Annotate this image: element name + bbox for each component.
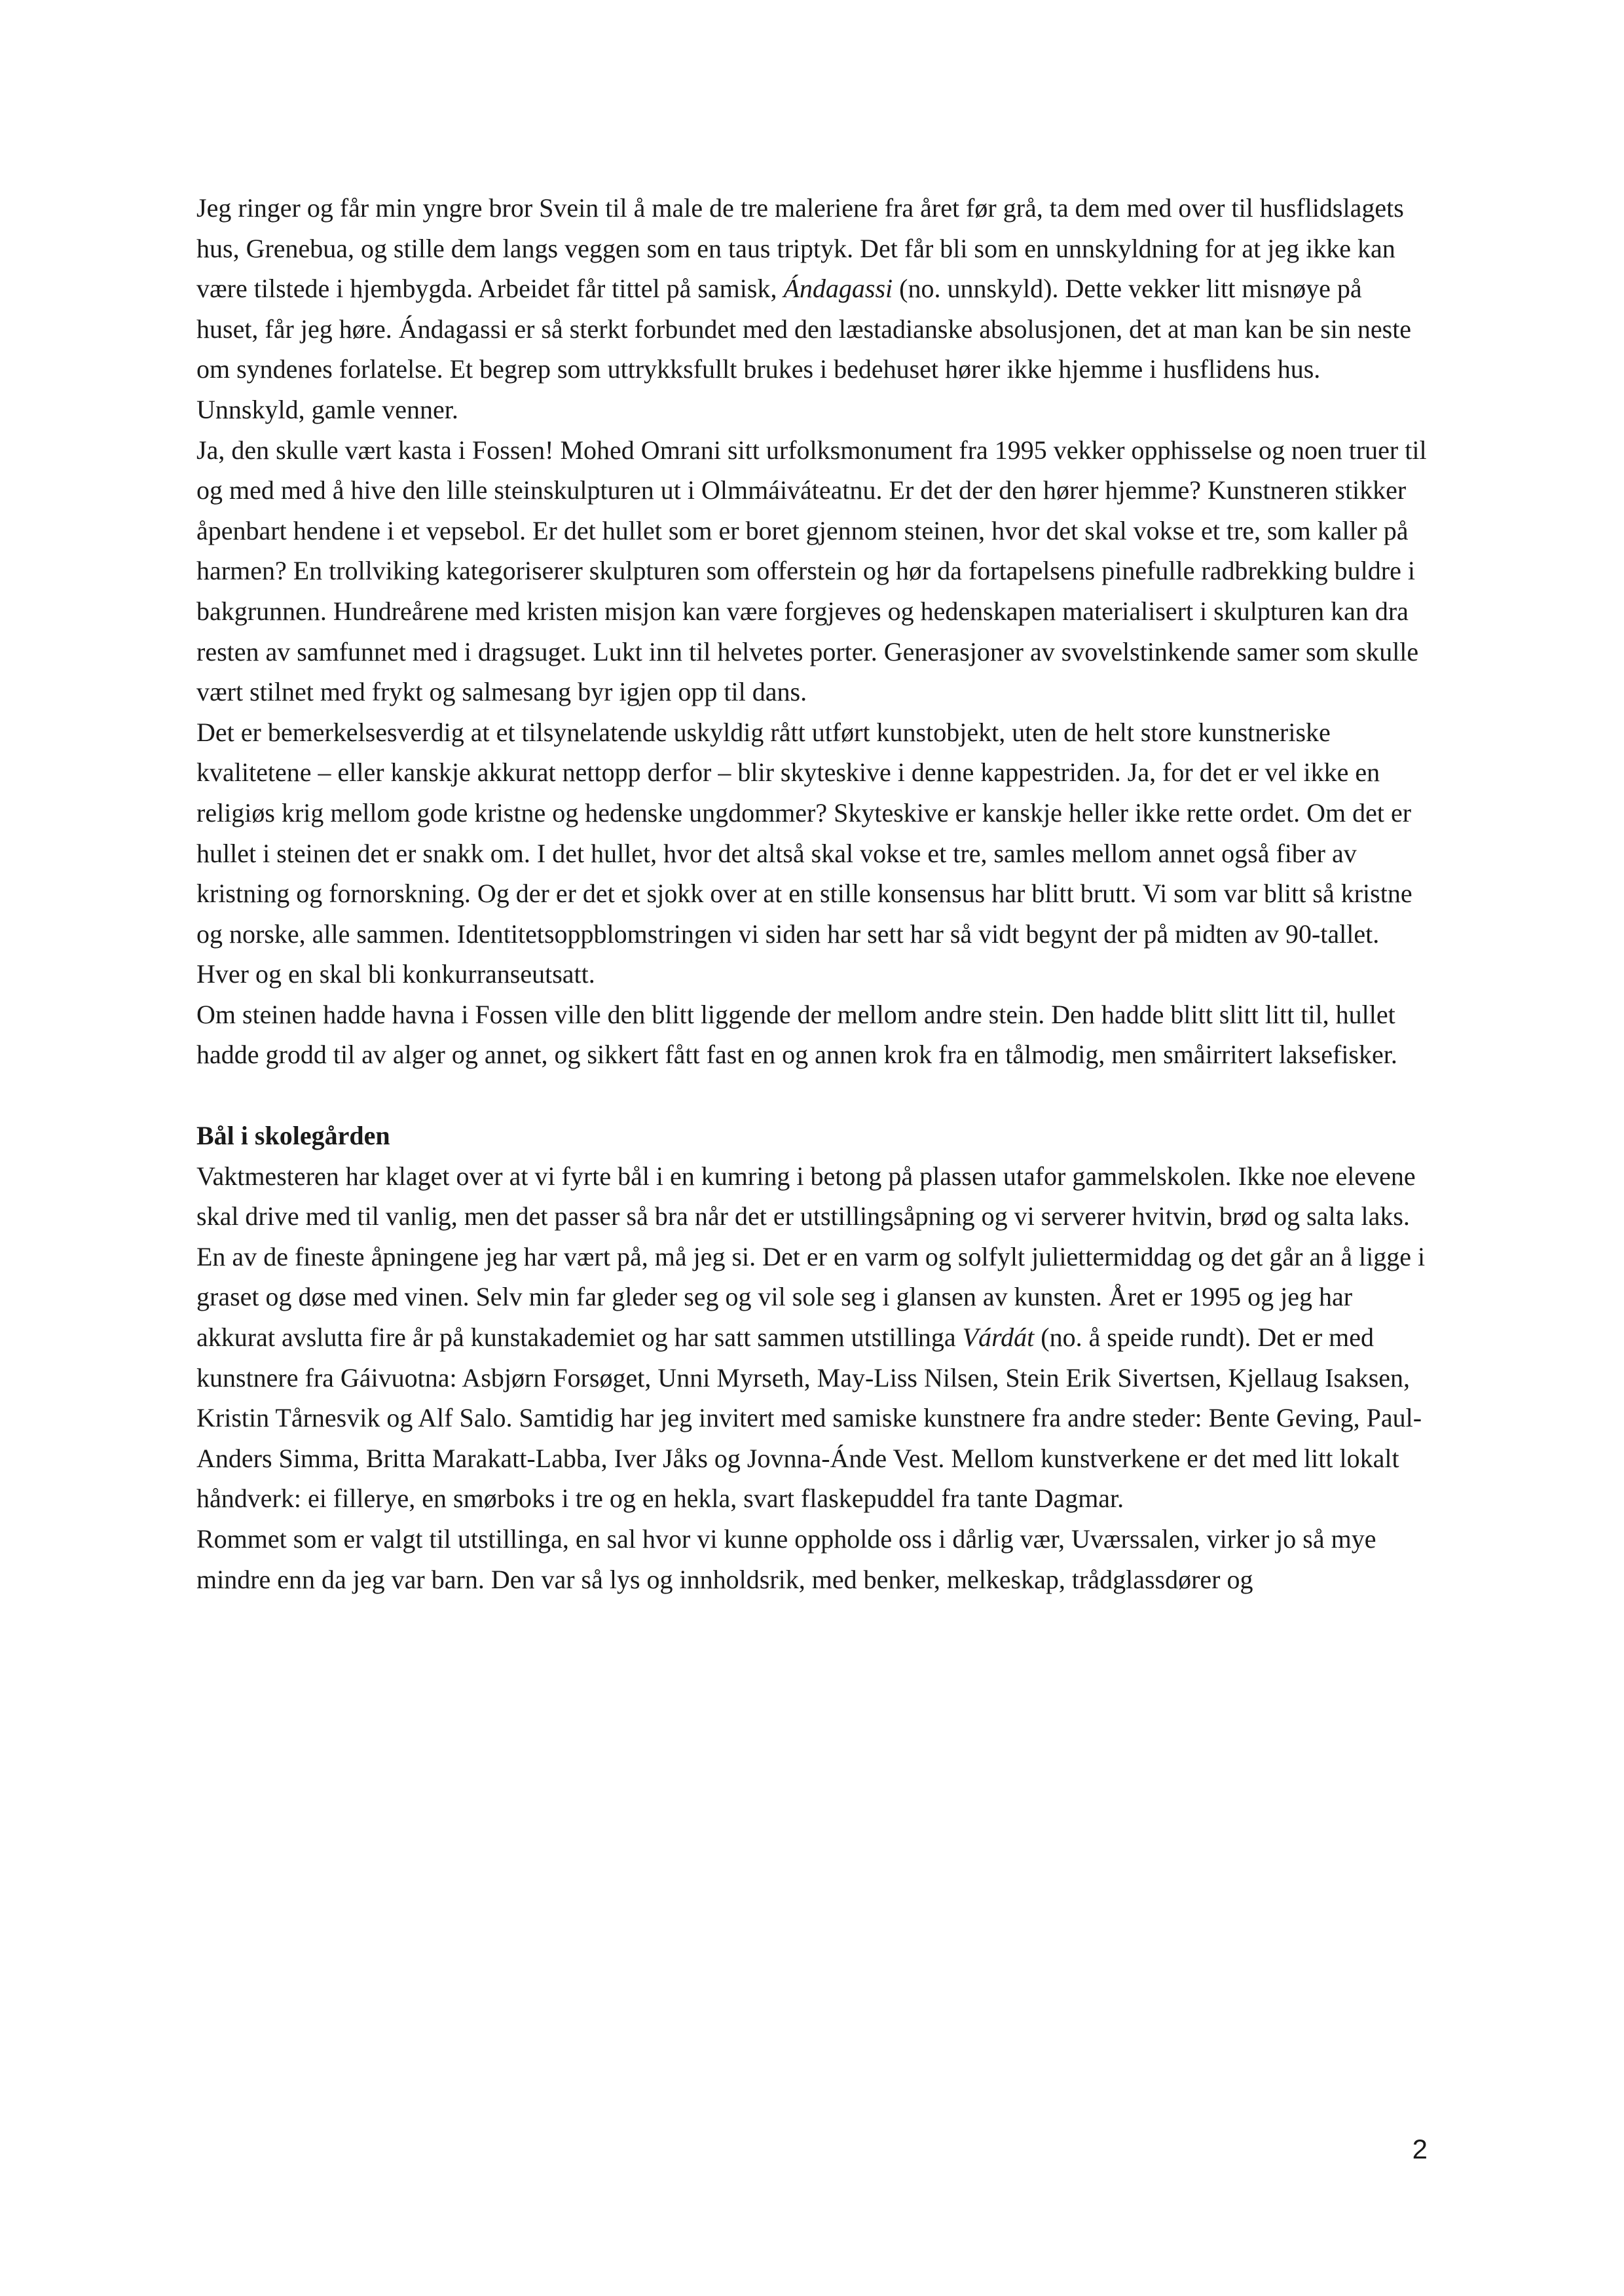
paragraph-1-text: Jeg ringer og får min yngre bror Svein til å male de tre maleriene fra året før grå, ta dem med over til husflidslagets hus, Grenebua, og stille dem langs veggen som en taus triptyk. Det får bli som en unnskyldning for at jeg ikke kan være tilstede i hjembygda. Arbeidet får tittel på samisk, — [196, 193, 1404, 304]
paragraph-5 — [196, 1156, 1428, 1519]
page-content — [196, 188, 1428, 1599]
italic-title-vardat: Várdát — [962, 1322, 1035, 1353]
paragraph-5-text-continued: (no. å speide rundt). Det er med kunstnere fra Gáivuotna: Asbjørn Forsøget, Unni Myrseth, May-Liss Nilsen, Stein Erik Sivertsen, Kjellaug Isaksen, Kristin Tårnesvik og Alf Salo. Samtidig har jeg invitert med samiske kunstnere fra andre steder: Bente Geving, Paul-Anders Simma, Britta Marakatt-Labba, Iver Jåks og Jovnna-Ánde Vest. Mellom kunstverkene er det med litt lokalt håndverk: ei fillerye, en smørboks i tre og en hekla, svart flaskepuddel fra tante Dagmar. — [196, 1322, 1422, 1514]
section-heading: Bål i skolegården — [196, 1121, 390, 1151]
paragraph-1-text-continued: (no. unnskyld). Dette vekker litt misnøye på huset, får jeg høre. Ándagassi er så sterkt forbundet med den læstadianske absolusjonen, det at man kan be sin neste om syndenes forlatelse. Et begrep som uttrykksfullt brukes i bedehuset hører ikke hjemme i husflidens hus. Unnskyld, gamle venner. — [196, 274, 1412, 424]
page-number: 2 — [1412, 2134, 1428, 2164]
paragraph-1 — [196, 188, 1428, 430]
paragraph-3: Det er bemerkelsesverdig at et tilsynelatende uskyldig rått utført kunstobjekt, uten de helt store kunstneriske kvalitetene – eller kanskje akkurat nettopp derfor – blir skyteskive i denne kappestriden. Ja, for det er vel ikke en religiøs krig mellom gode kristne og hedenske ungdommer? Skyteskive er kanskje heller ikke rette ordet. Om det er hullet i steinen det er snakk om. I det hullet, hvor det altså skal vokse et tre, samles mellom annet også fiber av kristning og fornorskning. Og der er det et sjokk over at en stille konsensus har blitt brutt. Vi som var blitt så kristne og norske, alle sammen. Identitetsoppblomstringen vi siden har sett har så vidt begynt der på midten av 90-tallet. Hver og en skal bli konkurranseutsatt. — [196, 717, 1412, 989]
paragraph-5-text: Vaktmesteren har klaget over at vi fyrte bål i en kumring i betong på plassen utafor gammelskolen. Ikke noe elevene skal drive med til vanlig, men det passer så bra når det er utstillingsåpning og vi serverer hvitvin, brød og salta laks. En av de fineste åpningene jeg har vært på, må jeg si. Det er en varm og solfylt juliettermiddag og det går an å ligge i graset og døse med vinen. Selv min far gleder seg og vil sole seg i glansen av kunsten. Året er 1995 og jeg har akkurat avslutta fire år på kunstakademiet og har satt sammen utstillinga — [196, 1161, 1426, 1353]
paragraph-2: Ja, den skulle vært kasta i Fossen! Mohed Omrani sitt urfolksmonument fra 1995 vekker opphisselse og noen truer til og med med å hive den lille steinskulpturen ut i Olmmáiváteatnu. Er det der den hører hjemme? Kunstneren stikker åpenbart hendene i et vepsebol. Er det hullet som er boret gjennom steinen, hvor det skal vokse et tre, som kaller på harmen? En trollviking kategoriserer skulpturen som offerstein og hør da fortapelsens pinefulle radbrekking buldre i bakgrunnen. Hundreårene med kristen misjon kan være forgjeves og hedenskapen materialisert i skulpturen kan dra resten av samfunnet med i dragsuget. Lukt inn til helvetes porter. Generasjoner av svovelstinkende samer som skulle vært stilnet med frykt og salmesang byr igjen opp til dans. — [196, 435, 1427, 707]
italic-title-andagassi: Ándagassi — [783, 274, 893, 304]
paragraph-4: Om steinen hadde havna i Fossen ville den blitt liggende der mellom andre stein. Den hadde blitt slitt litt til, hullet hadde grodd til av alger og annet, og sikkert fått fast en og annen krok fra en tålmodig, men småirritert laksefisker. — [196, 999, 1397, 1070]
paragraph-6: Rommet som er valgt til utstillinga, en sal hvor vi kunne oppholde oss i dårlig vær, Uværssalen, virker jo så mye mindre enn da jeg var barn. Den var så lys og innholdsrik, med benker, melkeskap, trådglassdører og — [196, 1524, 1376, 1594]
